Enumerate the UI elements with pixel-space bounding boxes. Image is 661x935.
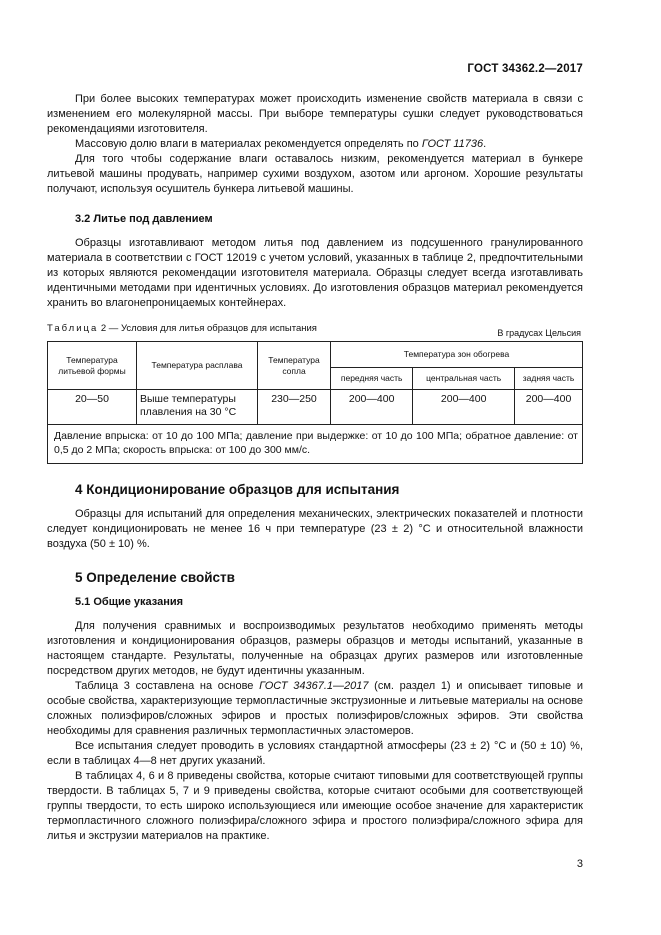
paragraph: При более высоких температурах может происходить изменение свойств материала в связи с изменением его молекулярной массы. При выборе температуры сушки следует руководствоваться рекомендациями изготовителя.: [47, 93, 583, 135]
cell-center-zone: 200—400: [413, 390, 515, 425]
header-center-zone: центральная часть: [413, 368, 515, 390]
header-zones-group: Температура зон обогрева: [331, 342, 583, 368]
table-caption-row: [47, 321, 583, 341]
paragraph: [47, 137, 583, 152]
header-nozzle-temp: Температура сопла: [258, 342, 331, 390]
section-heading: 5 Определение свойств: [75, 570, 235, 585]
paragraph: [47, 679, 583, 739]
header-melt-temp: Температура расплава: [137, 342, 258, 390]
paragraph: Образцы изготавливают методом литья под давлением из подсушенного гранулированного материала в соответствии с ГОСТ 12019 с учетом условий, указанных в таблице 2, предпочтительными из которых являются рекомендации изготовителя материала. Образцы следует всегда изготавливать идентичными методами при идентичных условиях. До изготовления образцов материал рекомендуется хранить во влагонепроницаемых контейнерах.: [47, 237, 583, 309]
standard-header: ГОСТ 34362.2—2017: [467, 63, 583, 75]
paragraph: Все испытания следует проводить в условиях стандартной атмосферы (23 ± 2) °С и (50 ± 10) %, если в таблицах 4—8 нет других указаний.: [47, 740, 583, 767]
standard-reference: ГОСТ 34367.1—2017: [259, 680, 369, 692]
table-note-row: [48, 425, 583, 464]
paragraph: В таблицах 4, 6 и 8 приведены свойства, которые считают типовыми для соответствующей группы твердости. В таблицах 5, 7 и 9 приведены свойства, которые считают особыми для соответствующей группы твердости, то есть широко использующиеся или имеющие особое значение для характеристик термопластичного сложного полиэфира/сложного эфира и простого полиэфира/сложного эфира для литья и экструзии материалов на практике.: [47, 770, 583, 842]
header-rear-zone: задняя часть: [515, 368, 583, 390]
subsection-heading: 5.1 Общие указания: [75, 596, 184, 608]
text: Таблица 3 составлена на основе: [75, 680, 260, 692]
cell-melt-temp: Выше температуры плавления на 30 °С: [137, 390, 258, 425]
text: (см. раздел 1) и описывает типовые и особые свойства, характеризующие термопластичные экструзионные и литьевые материалы на основе сложных полиэфиров/сложных эфиров и простых полиэфиров/сложных эфиров. Эти свойства необходимы для сравнения различных термопластичных эластомеров.: [47, 680, 583, 737]
page-content: [47, 92, 583, 844]
table-caption: [47, 321, 317, 336]
subsection-heading: 3.2 Литье под давлением: [75, 213, 213, 225]
header-front-zone: передняя часть: [331, 368, 413, 390]
paragraph: Образцы для испытаний для определения механических, электрических показателей и плотности следует кондиционировать не менее 16 ч при температуре (23 ± 2) °С и относительной влажности воздуха (50 ± 10) %.: [47, 508, 583, 550]
standard-reference: ГОСТ 11736: [421, 138, 484, 150]
injection-conditions-table: [47, 341, 583, 464]
section-heading: 4 Кондиционирование образцов для испытания: [75, 482, 400, 497]
cell-nozzle-temp: 230—250: [258, 390, 331, 425]
cell-mold-temp: 20—50: [48, 390, 137, 425]
table-caption-word: Таблица: [47, 323, 99, 334]
table-unit: В градусах Цельсия: [497, 328, 581, 338]
paragraph: Для получения сравнимых и воспроизводимых результатов необходимо применять методы изготовления и кондиционирования образцов, размеры образцов и методы испытаний, указанные в настоящем стандарте. Результаты, полученные на образцах других размеров или изготовленные посредством других методов, не будут идентичны указанным.: [47, 620, 583, 677]
cell-rear-zone: 200—400: [515, 390, 583, 425]
table-note: Давление впрыска: от 10 до 100 МПа; давление при выдержке: от 10 до 100 МПа; обратное давление: от 0,5 до 2 МПа; скорость впрыска: от 100 до 300 мм/с.: [48, 425, 583, 464]
table-row: [48, 390, 583, 425]
cell-front-zone: 200—400: [331, 390, 413, 425]
text: .: [483, 138, 487, 150]
table-caption-text: 2 — Условия для литья образцов для испытания: [98, 323, 317, 334]
text: Массовую долю влаги в материалах рекомендуется определять по: [75, 138, 422, 150]
header-mold-temp: Температура литьевой формы: [48, 342, 137, 390]
page-number: 3: [576, 858, 583, 870]
paragraph: Для того чтобы содержание влаги оставалось низким, рекомендуется материал в бункере литьевой машины продувать, например сухими воздухом, азотом или аргоном. Хорошие результаты получают, используя осушитель бункера литьевой машины.: [47, 153, 583, 195]
